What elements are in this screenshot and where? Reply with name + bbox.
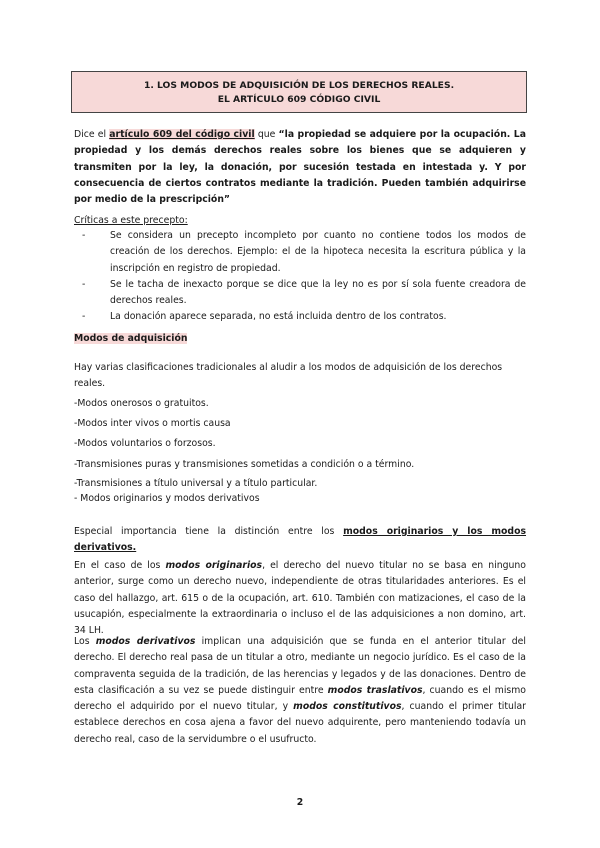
criticas-item: - Se le tacha de inexacto porque se dice que la ley no es por sí sola fuente creadora de derechos reales.: [82, 278, 526, 307]
modos-heading-text: Modos de adquisición: [74, 333, 188, 344]
criticas-item: - La donación aparece separada, no está incluida dentro de los contratos.: [82, 311, 447, 323]
section-title-line-1: 1. LOS MODOS DE ADQUISICIÓN DE LOS DERECHOS REALES.: [143, 80, 455, 91]
modos-item: - Modos originarios y modos derivativos: [74, 493, 260, 504]
section-title-box: [71, 71, 527, 113]
intro-paragraph: [74, 127, 526, 208]
criticas-item-text: Se le tacha de inexacto porque se dice que la ley no es por sí sola fuente creadora de derechos reales.: [110, 278, 526, 307]
article-quote: “la propiedad se adquiere por la ocupación. La propiedad y los demás derechos reales sobre los bienes que se adquieren y transmiten por la ley, la donación, por sucesión testada en intestada y. Y por consecuencia de ciertos contratos mediante la tradición. Pueden también adquirirse por medio de la prescripción”: [74, 129, 526, 206]
page-number: 2: [296, 797, 304, 808]
criticas-list: [82, 228, 526, 326]
modos-item: -Modos onerosos o gratuitos.: [74, 398, 209, 409]
derivativos-paragraph: Los modos derivativos implican una adquisición que se funda en el anterior titular del derecho. El derecho real pasa de un titular a otro, mediante un negocio jurídico. Es el caso de la compraventa seguida de la tradición, de las herencias y legados y de las donaciones. Dentro de esta clasificación a su vez se puede distinguir entre modos traslativos, cuando es el mismo derecho el adquirido por el nuevo titular, y modos constitutivos, cuando el primer titular establece derechos en cosa ajena a favor del nuevo adquirente, pero manteniendo todavía un derecho real, caso de la servidumbre o el usufructo.: [74, 636, 526, 745]
modos-intro: Hay varias clasificaciones tradicionales al aludir a los modos de adquisición de los derechos reales.: [74, 362, 503, 390]
derivativos-term: modos derivativos: [95, 636, 196, 647]
intro-lead: Dice el: [74, 129, 110, 140]
modos-item: -Transmisiones a título universal y a título particular.: [74, 478, 318, 489]
criticas-item-text: La donación aparece separada, no está incluida dentro de los contratos.: [110, 311, 447, 323]
section-title-line-2: EL ARTÍCULO 609 CÓDIGO CIVIL: [217, 94, 381, 105]
distincion-lead: Especial importancia tiene la distinción entre los: [74, 526, 344, 537]
modos-item: -Modos inter vivos o mortis causa: [74, 418, 231, 429]
article-reference: artículo 609 del código civil: [109, 129, 255, 140]
modos-heading: [74, 332, 187, 346]
distincion-paragraph: [74, 524, 526, 557]
criticas-item-text: Se considera un precepto incompleto por cuanto no contiene todos los modos de creación de los derechos. Ejemplo: el de la hipoteca necesita la escritura pública y la inscripción en registro de propiedad.: [110, 230, 526, 274]
traslativos-term: modos traslativos: [327, 684, 423, 696]
intro-mid: que: [254, 129, 279, 140]
originarios-paragraph: En el caso de los modos originarios, el derecho del nuevo titular no se basa en ninguno anterior, surge como un derecho nuevo, independiente de otras titularidades anteriores. Es el caso del hallazgo, art. 615 o de la ocupación, art. 610. También con matizaciones, el caso de la usucapión, especialmente la extraordinaria o incluso el de las adquisiciones a non domino, art. 34 LH.: [74, 560, 526, 637]
distincion-emphasis: modos originarios y los modos derivativos.: [74, 526, 527, 554]
modos-item: -Modos voluntarios o forzosos.: [74, 438, 216, 449]
criticas-heading: Críticas a este precepto:: [74, 215, 188, 226]
constitutivos-term: modos constitutivos: [293, 701, 402, 713]
originarios-term: modos originarios: [165, 560, 263, 571]
modos-item: -Transmisiones puras y transmisiones sometidas a condición o a término.: [74, 459, 415, 470]
criticas-item: - Se considera un precepto incompleto por cuanto no contiene todos los modos de creación de los derechos. Ejemplo: el de la hipoteca necesita la escritura pública y la inscripción en registro de propiedad.: [82, 230, 526, 274]
